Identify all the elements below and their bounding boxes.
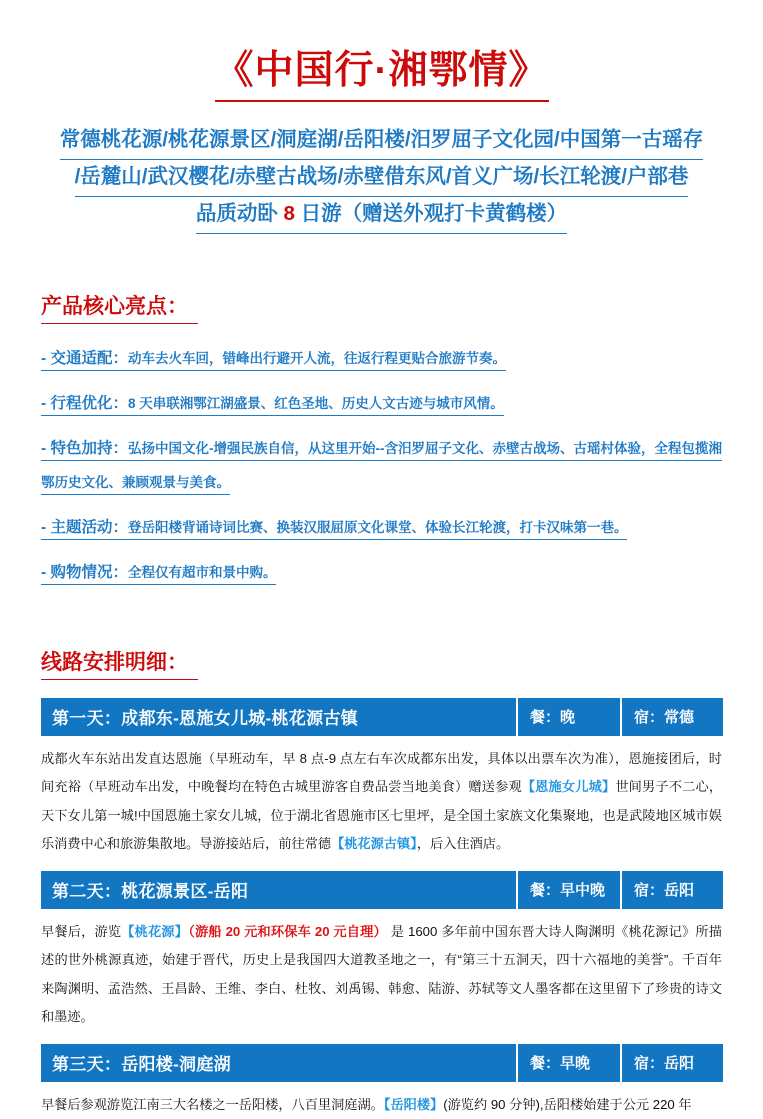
itinerary-list [41,698,722,1119]
highlight-text: 8 天串联湘鄂江湖盛景、红色圣地、历史人文古迹与城市风情。 [127,395,504,411]
highlight-label: - 购物情况： [41,563,128,581]
highlight-item [41,511,722,545]
attraction-name: 【恩施女儿城】 [521,779,616,795]
day-body [41,1091,722,1119]
subtitle-duration-prefix: 品质动卧 [195,201,284,225]
self-paid-fee-note: （游船 20 元和环保车 20 元自理） [188,923,387,939]
document-title-text: 《中国行·湘鄂情》 [215,48,549,102]
day-title: 第一天：成都东-恩施女儿城-桃花源古镇 [41,698,518,736]
highlights-heading-text: 产品核心亮点： [41,290,198,324]
subtitle-line-3-group [196,197,567,234]
day-hotel: 宿：常德 [634,709,695,727]
highlight-label: - 特色加持： [41,439,128,457]
day-title: 第二天：桃花源景区-岳阳 [41,871,518,909]
highlights-heading [41,290,722,324]
subtitle-line-1-text: 常德桃花源/桃花源景区/洞庭湖/岳阳楼/汨罗屈子文化园/中国第一古瑶存 [60,123,703,160]
body-text: 成都火车东站出发直达恩施（早班动车，早 8 点-9 点左右车次成都东出发，具体以出票车次为准），恩施接团后，时间充裕（早班动车出发，中晚餐均在特色古城里游客自费品尝当地美食）赠送参观 [41,750,722,795]
day-body [41,745,722,859]
day-header [41,1044,723,1082]
document-title [41,0,722,102]
highlight-underline-group [41,519,627,540]
body-text: 世间男子不二心，天下女儿第一城!中国恩施土家女儿城，位于湖北省恩施市区七里坪，是全国土家族文化集聚地，也是武陵地区城市娱乐消费中心和旅游集散地。导游接站后，前往常德 [41,779,723,852]
body-text: ，后入住酒店。 [416,836,510,852]
highlight-item [41,387,722,421]
body-text: (游览约 90 分钟),岳阳楼始建于公元 220 年 [443,1096,692,1112]
highlight-underline-group [41,350,506,371]
highlight-item [41,432,722,500]
subtitle-block [41,123,722,234]
day-hotel: 宿：岳阳 [634,1055,695,1073]
itinerary-day [41,871,722,1032]
attraction-name: 【桃花源古镇】 [331,836,417,852]
highlight-underline-group [41,395,504,416]
highlight-text: 动车去火车回，错峰出行避开人流，往返行程更贴合旅游节奏。 [127,350,506,366]
highlight-text: 登岳阳楼背诵诗词比赛、换装汉服屈原文化课堂、体验长江轮渡，打卡汉味第一巷。 [127,519,628,535]
subtitle-duration-days: 8 [283,201,295,225]
highlight-text: 弘扬中国文化-增强民族自信，从这里开始--含汨罗屈子文化、赤壁古战场、古瑶村体验，全程包揽湘鄂历史文化、兼顾观景与美食。 [41,440,722,490]
subtitle-line-2 [41,160,722,197]
body-text: 早餐后参观游览江南三大名楼之一岳阳楼，八百里洞庭湖。 [41,1096,384,1112]
highlight-underline-group [41,440,722,495]
itinerary-day [41,698,722,859]
day-header [41,698,723,736]
highlight-item [41,556,722,590]
highlights-list [41,342,722,590]
subtitle-line-2-text: /岳麓山/武汉樱花/赤壁古战场/赤壁借东风/首义广场/长江轮渡/户部巷 [75,160,689,197]
subtitle-line-3 [41,197,722,234]
highlight-text: 全程仅有超市和景中购。 [127,564,277,580]
highlight-item [41,342,722,376]
highlight-label: - 交通适配： [41,349,128,367]
day-hotel: 宿：岳阳 [634,882,695,900]
subtitle-duration-suffix: 日游（赠送外观打卡黄鹤楼） [294,201,568,225]
attraction-name: 【桃花源】 [121,923,189,939]
attraction-name: 【岳阳楼】 [383,1096,444,1112]
highlight-label: - 行程优化： [41,394,128,412]
body-text: 是 1600 多年前中国东晋大诗人陶渊明《桃花源记》所描述的世外桃源真迹，始建于晋代，历史上是我国四大道教圣地之一，有“第三十五洞天，四十六福地的美誉”。千百年来陶渊明、孟浩然、王昌龄、王维、李白、杜牧、刘禹锡、韩愈、陆游、苏轼等文人墨客都在这里留下了珍贵的诗文和墨迹。 [41,923,722,1025]
itinerary-heading [41,646,722,680]
day-meal: 餐：早中晚 [518,871,622,909]
day-meal: 餐：晚 [518,698,622,736]
highlight-label: - 主题活动： [41,518,128,536]
itinerary-day [41,1044,722,1119]
body-text: 早餐后，游览 [41,923,122,939]
day-meal: 餐：早晚 [518,1044,622,1082]
day-header [41,871,723,909]
itinerary-heading-text: 线路安排明细： [41,646,198,680]
subtitle-line-1 [41,123,722,160]
day-title: 第三天：岳阳楼-洞庭湖 [41,1044,518,1082]
highlight-underline-group [41,564,276,585]
day-body [41,918,722,1032]
